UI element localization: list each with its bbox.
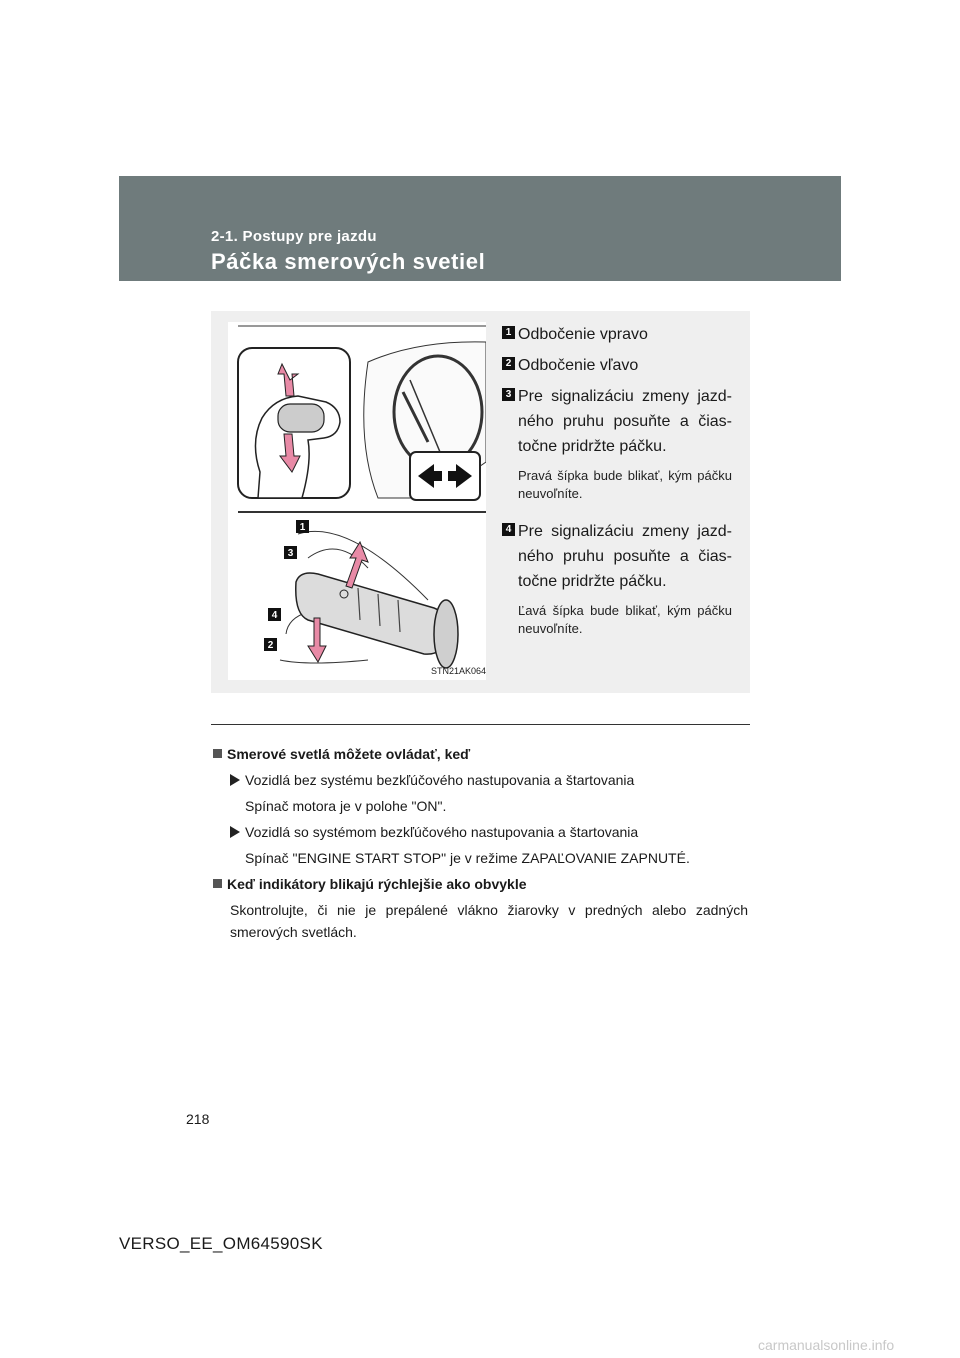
callout-text: Odbočenie vľavo [518, 357, 639, 374]
illustration-svg [228, 322, 486, 680]
callout-text: Pre signalizáciu zmeny jazd-ného pruhu posuňte a čias-točne pridržte páčku. [518, 388, 732, 455]
note-heading-text: Smerové svetlá môžete ovládať, keď [227, 746, 471, 762]
note-subtext: Spínač motora je v polohe "ON". [245, 798, 447, 814]
fig-badge-4: 4 [271, 610, 278, 621]
fig-badge-3: 3 [287, 548, 294, 559]
square-bullet-icon [213, 879, 222, 888]
note-heading [213, 873, 748, 895]
note-body: Skontrolujte, či nie je prepálené vlákno žiarovky v predných alebo zadných smerových svetlách. [230, 902, 748, 940]
fig-badge-2: 2 [267, 640, 274, 651]
lever-knob [278, 404, 324, 432]
callout-list [502, 322, 732, 654]
triangle-bullet-icon [230, 774, 240, 786]
callout-number: 3 [502, 388, 515, 401]
watermark: carmanualsonline.info [758, 1337, 895, 1353]
callout-number: 2 [502, 357, 515, 370]
image-code: STN21AK064 [431, 666, 486, 676]
note-bullet-text: Vozidlá bez systému bezkľúčového nastupovania a štartovania [245, 772, 635, 788]
callout-note: Ľavá šípka bude blikať, kým páčku neuvoľníte. [518, 603, 732, 636]
note-bullet [213, 821, 748, 843]
page-number: 218 [186, 1111, 210, 1127]
callout-item [502, 353, 732, 378]
note-bullet-text: Vozidlá so systémom bezkľúčového nastupovania a štartovania [245, 824, 639, 840]
callout-number: 4 [502, 523, 515, 536]
notes-section [213, 743, 748, 943]
fig-badge-1: 1 [299, 522, 306, 533]
motion-arc-2 [280, 660, 368, 663]
lever-collar [434, 600, 458, 668]
turn-signal-illustration [228, 322, 486, 680]
section-label: 2-1. Postupy pre jazdu [211, 228, 377, 245]
triangle-bullet-icon [230, 826, 240, 838]
callout-item [502, 384, 732, 503]
callout-text: Odbočenie vpravo [518, 326, 648, 343]
section-divider [211, 724, 750, 725]
note-heading-text: Keď indikátory blikajú rýchlejšie ako obvykle [227, 876, 527, 892]
callout-note: Pravá šípka bude blikať, kým páčku neuvoľníte. [518, 468, 732, 501]
document-code: VERSO_EE_OM64590SK [119, 1234, 323, 1253]
callout-number: 1 [502, 326, 515, 339]
page-title: Páčka smerových svetiel [211, 249, 486, 274]
note-subtext: Spínač "ENGINE START STOP" je v režime ZAPAĽOVANIE ZAPNUTÉ. [245, 850, 690, 866]
note-bullet [213, 769, 748, 791]
callout-item [502, 322, 732, 347]
square-bullet-icon [213, 749, 222, 758]
callout-text: Pre signalizáciu zmeny jazd-ného pruhu posuňte a čias-točne pridržte páčku. [518, 523, 732, 590]
note-heading [213, 743, 748, 765]
callout-item [502, 519, 732, 638]
